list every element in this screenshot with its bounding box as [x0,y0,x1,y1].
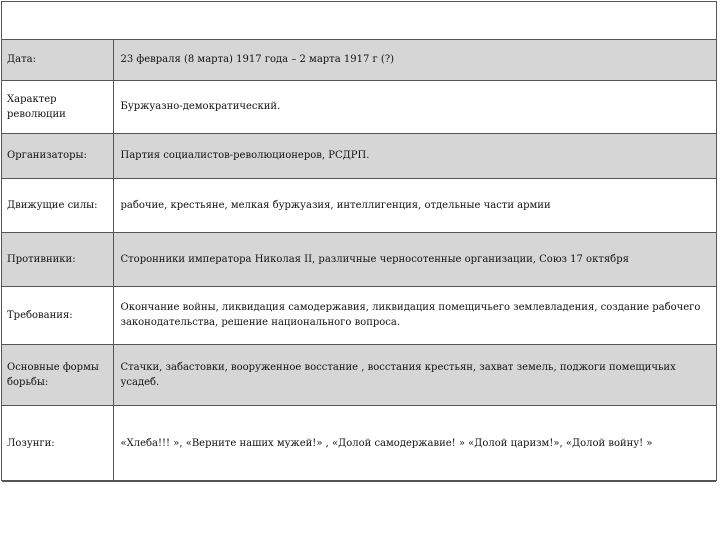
row-value: 23 февраля (8 марта) 1917 года – 2 марта 1917 г (?) [113,40,716,80]
table-row-driving-forces [2,178,716,232]
row-value: Партия социалистов-революционеров, РСДРП. [113,133,716,178]
row-label: Требования: [2,286,113,344]
row-label: Лозунги: [2,405,113,481]
revolution-facts-table [2,40,716,482]
table-row-opponents [2,232,716,286]
row-value: Окончание войны, ликвидация самодержавия, ликвидация помещичьего землевладения, создание рабочего законодательства, решение национального вопроса. [113,286,716,344]
table-row-forms-of-struggle [2,344,716,405]
row-value: «Хлеба!!! », «Верните наших мужей!» , «Долой самодержавие! » «Долой царизм!», «Долой войну! » [113,405,716,481]
table-row-date [2,40,716,80]
row-value: рабочие, крестьяне, мелкая буржуазия, интеллигенция, отдельные части армии [113,178,716,232]
row-value: Сторонники императора Николая II, различные черносотенные организации, Союз 17 октября [113,232,716,286]
revolution-table-frame [1,1,717,481]
table-row-demands [2,286,716,344]
row-label: Характер революции [2,80,113,133]
row-label: Дата: [2,40,113,80]
table-row-organizers [2,133,716,178]
table-header-strip [2,2,716,40]
row-label: Основные формы борьбы: [2,344,113,405]
row-value: Буржуазно-демократический. [113,80,716,133]
table-row-slogans [2,405,716,481]
row-label: Движущие силы: [2,178,113,232]
row-value: Стачки, забастовки, вооруженное восстание , восстания крестьян, захват земель, поджоги помещичьих усадеб. [113,344,716,405]
table-row-character [2,80,716,133]
row-label: Организаторы: [2,133,113,178]
row-label: Противники: [2,232,113,286]
